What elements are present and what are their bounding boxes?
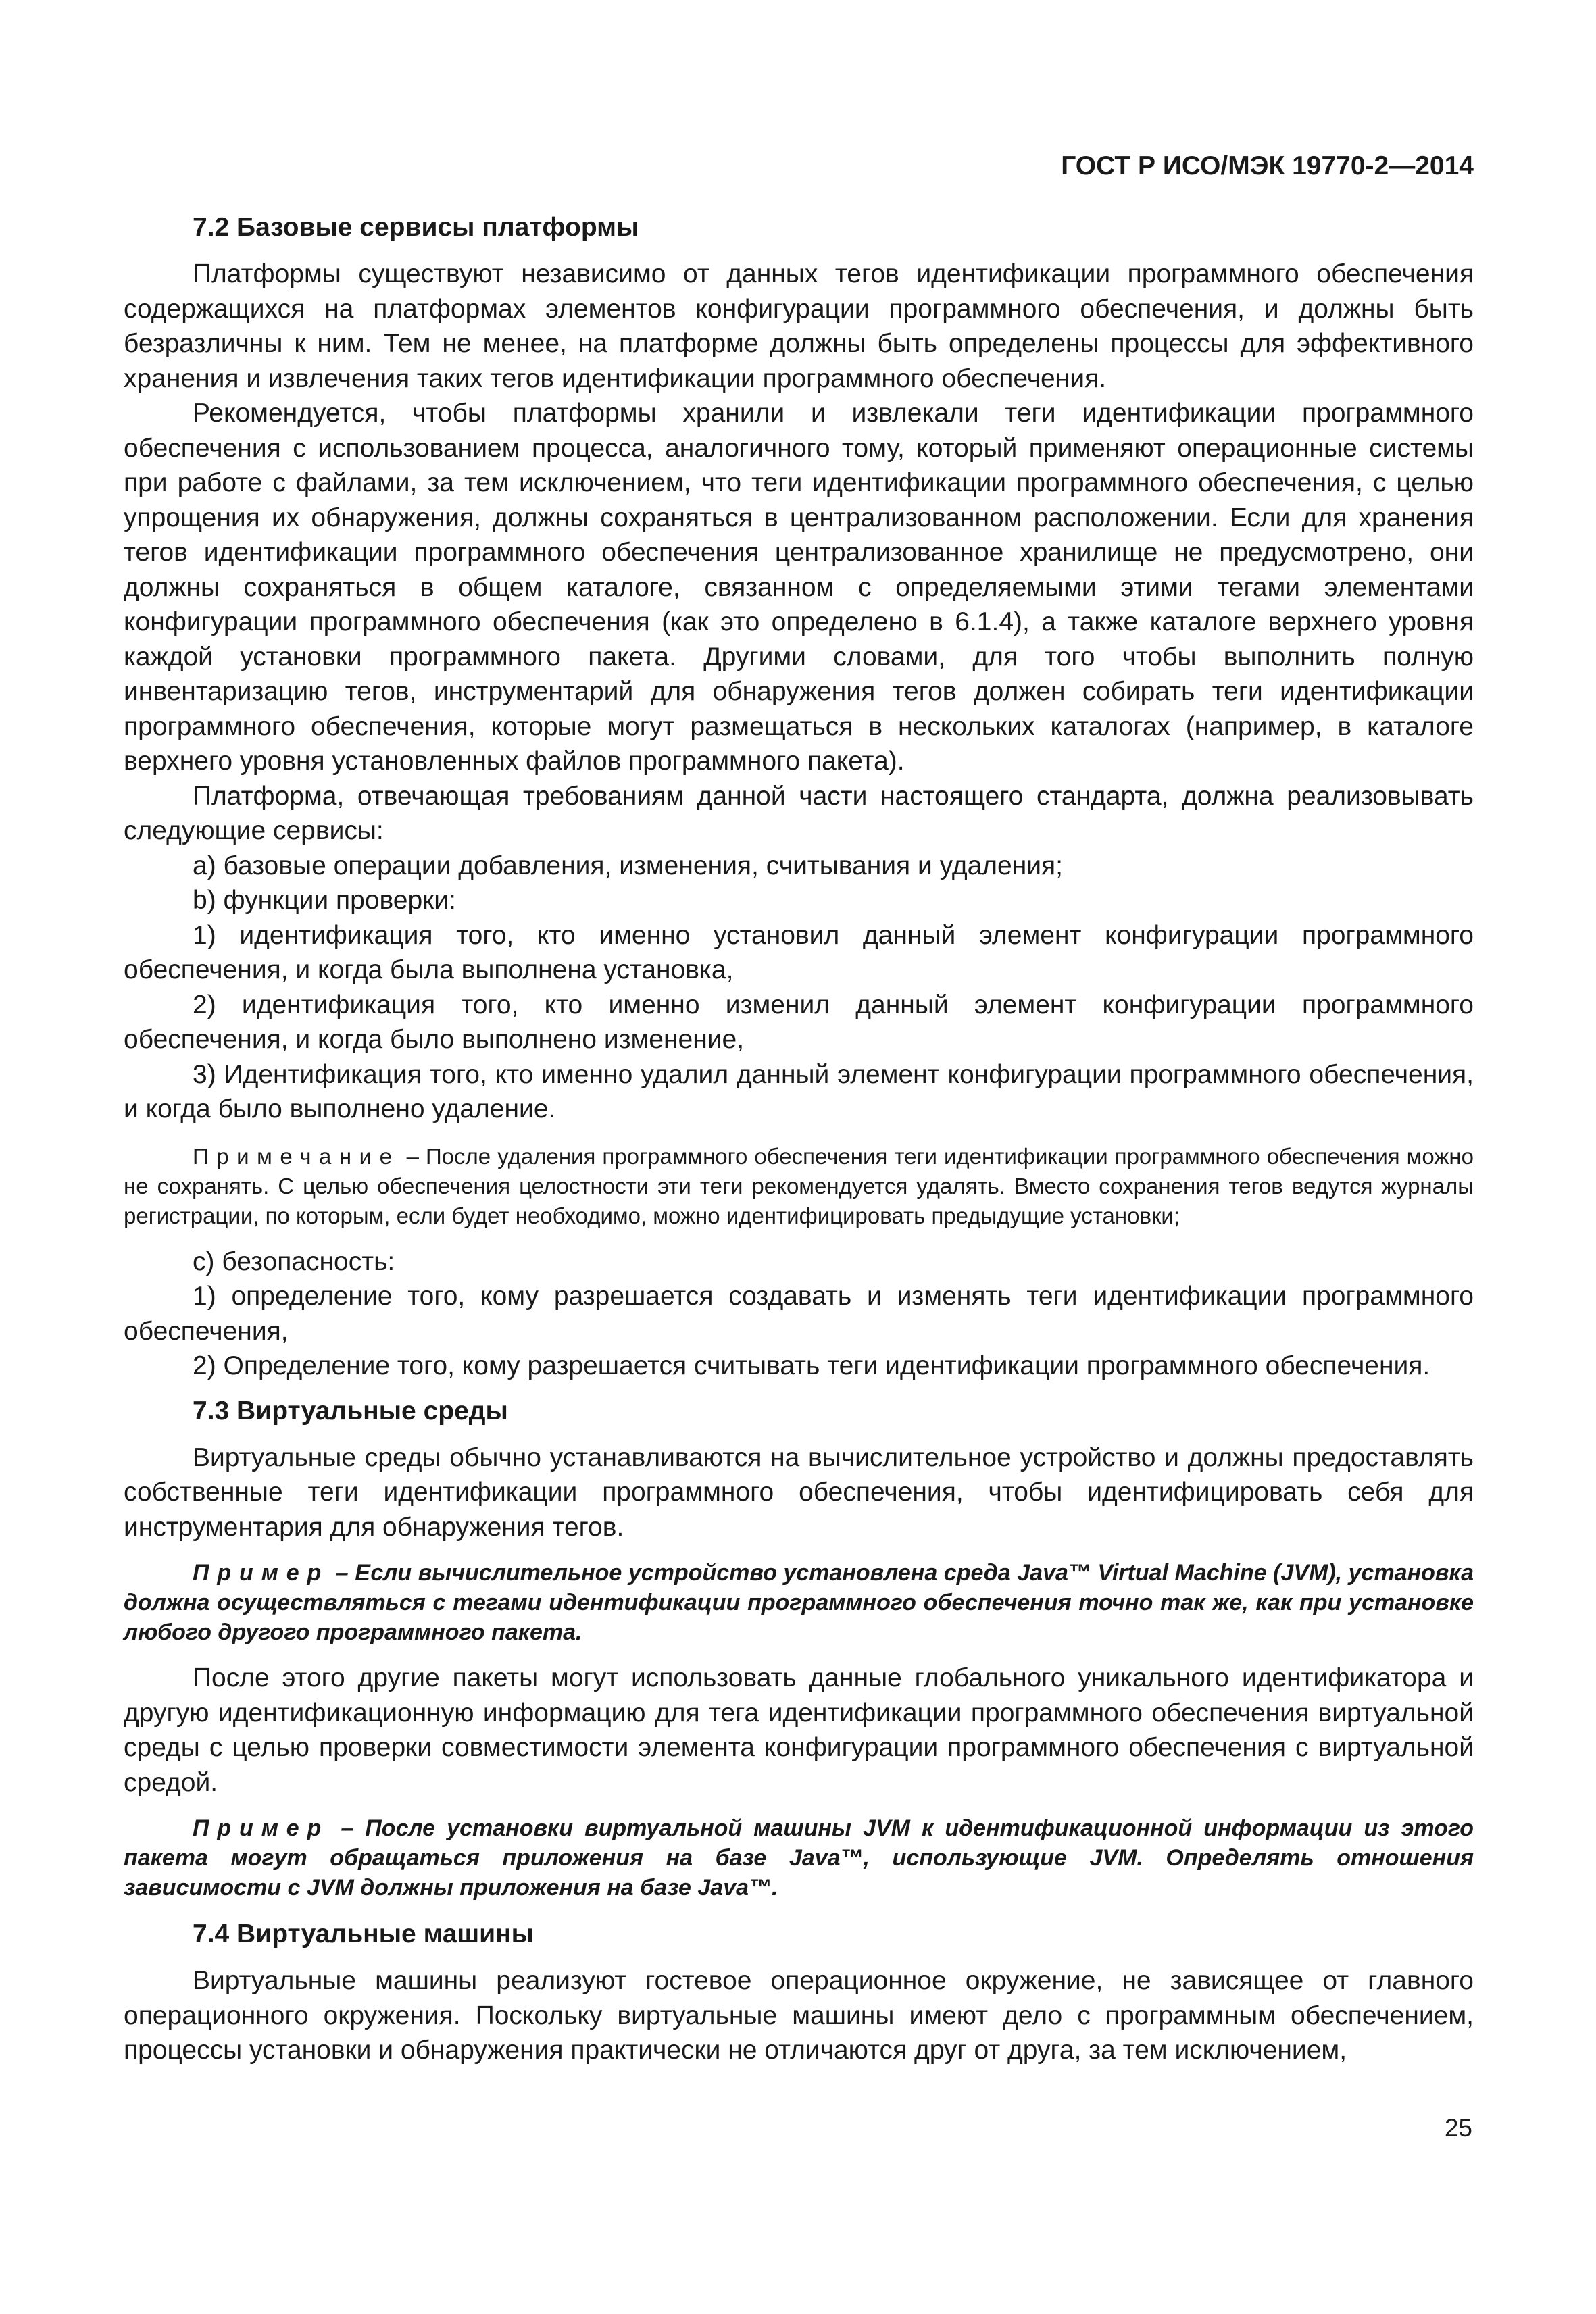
document-page (124, 150, 1474, 2068)
page-number: 25 (1444, 2114, 1472, 2142)
list-item-b: b) функции проверки: (193, 886, 456, 915)
section-7-4-title: 7.4 Виртуальные машины (193, 1919, 534, 1948)
section-7-3-title: 7.3 Виртуальные среды (193, 1396, 508, 1426)
list-item-a: a) базовые операции добавления, изменения, считывания и удаления; (193, 851, 1064, 880)
paragraph: Виртуальные машины реализуют гостевое операционное окружение, не зависящее от главного операционного окружения. Поскольку виртуальные машины имеют дело с программным обеспечением, процессы установки и обнаружения практически не отличаются друг от друга, за тем исключением, (124, 1966, 1474, 2065)
list-item-b2: 2) идентификация того, кто именно изменил данный элемент конфигурации программного обеспечения, и когда было выполнено изменение, (124, 990, 1474, 1054)
paragraph: Виртуальные среды обычно устанавливаются на вычислительное устройство и должны предоставлять собственные теги идентификации программного обеспечения, чтобы идентифицировать себя для инструментария для обнаружения тегов. (124, 1442, 1474, 1542)
example-label: Пример (193, 1560, 330, 1586)
document-header: ГОСТ Р ИСО/МЭК 19770-2—2014 (1061, 151, 1474, 180)
list-item-b1: 1) идентификация того, кто именно установил данный элемент конфигурации программного обеспечения, и когда была выполнена установка, (124, 920, 1474, 984)
paragraph: После этого другие пакеты могут использовать данные глобального уникального идентификатора и другую идентификационную информацию для тега идентификации программного обеспечения виртуальной среды с целью проверки совместимости элемента конфигурации программного обеспечения с виртуальной средой. (124, 1663, 1474, 1797)
paragraph: Платформы существуют независимо от данных тегов идентификации программного обеспечения содержащихся на платформах элементов конфигурации программного обеспечения, и должны быть безразличны к ним. Тем не менее, на платформе должны быть определены процессы для эффективного хранения и извлечения таких тегов идентификации программного обеспечения. (124, 259, 1474, 393)
example-text: – Если вычислительное устройство установлена среда Java™ Virtual Machine (JVM), установка должна осуществляться с тегами идентификации программного обеспечения точно так же, как при установке любого другого программного пакета. (124, 1560, 1474, 1645)
note (124, 1142, 1474, 1231)
example-text: – После установки виртуальной машины JVM к идентификационной информации из этого пакета могут обращаться приложения на базе Java™, использующие JVM. Определять отношения зависимости с JVM должны приложения на базе Java™. (124, 1815, 1474, 1901)
example-2 (124, 1813, 1474, 1903)
list-item-c2: 2) Определение того, кому разрешается считывать теги идентификации программного обеспечения. (193, 1351, 1430, 1380)
paragraph: Платформа, отвечающая требованиям данной части настоящего стандарта, должна реализовывать следующие сервисы: (124, 781, 1474, 845)
note-label: Примечание (193, 1143, 400, 1169)
example-label: Пример (193, 1815, 330, 1841)
list-item-c1: 1) определение того, кому разрешается создавать и изменять теги идентификации программного обеспечения, (124, 1282, 1474, 1346)
list-item-b3: 3) Идентификация того, кто именно удалил данный элемент конфигурации программного обеспечения, и когда было выполнено удаление. (124, 1059, 1474, 1124)
list-item-c: c) безопасность: (193, 1247, 395, 1276)
example-1 (124, 1558, 1474, 1647)
paragraph: Рекомендуется, чтобы платформы хранили и извлекали теги идентификации программного обеспечения с использованием процесса, аналогичного тому, который применяют операционные системы при работе с файлами, за тем исключением, что теги идентификации программного обеспечения, с целью упрощения их обнаружения, должны сохраняться в централизованном расположении. Если для хранения тегов идентификации программного обеспечения централизованное хранилище не предусмотрено, они должны сохраняться в общем каталоге, связанном с определяемыми этими тегами элементами конфигурации программного обеспечения (как это определено в 6.1.4), а также каталоге верхнего уровня каждой установки программного пакета. Другими словами, для того чтобы выполнить полную инвентаризацию тегов, инструментарий для обнаружения тегов должен собирать теги идентификации программного обеспечения, которые могут размещаться в нескольких каталогах (например, в каталоге верхнего уровня установленных файлов программного пакета). (124, 399, 1474, 776)
section-7-2-title: 7.2 Базовые сервисы платформы (193, 213, 639, 242)
note-text: – После удаления программного обеспечения теги идентификации программного обеспечения можно не сохранять. С целью обеспечения целостности эти теги рекомендуется удалять. Вместо сохранения тегов ведутся журналы регистрации, по которым, если будет необходимо, можно идентифицировать предыдущие установки; (124, 1143, 1474, 1228)
